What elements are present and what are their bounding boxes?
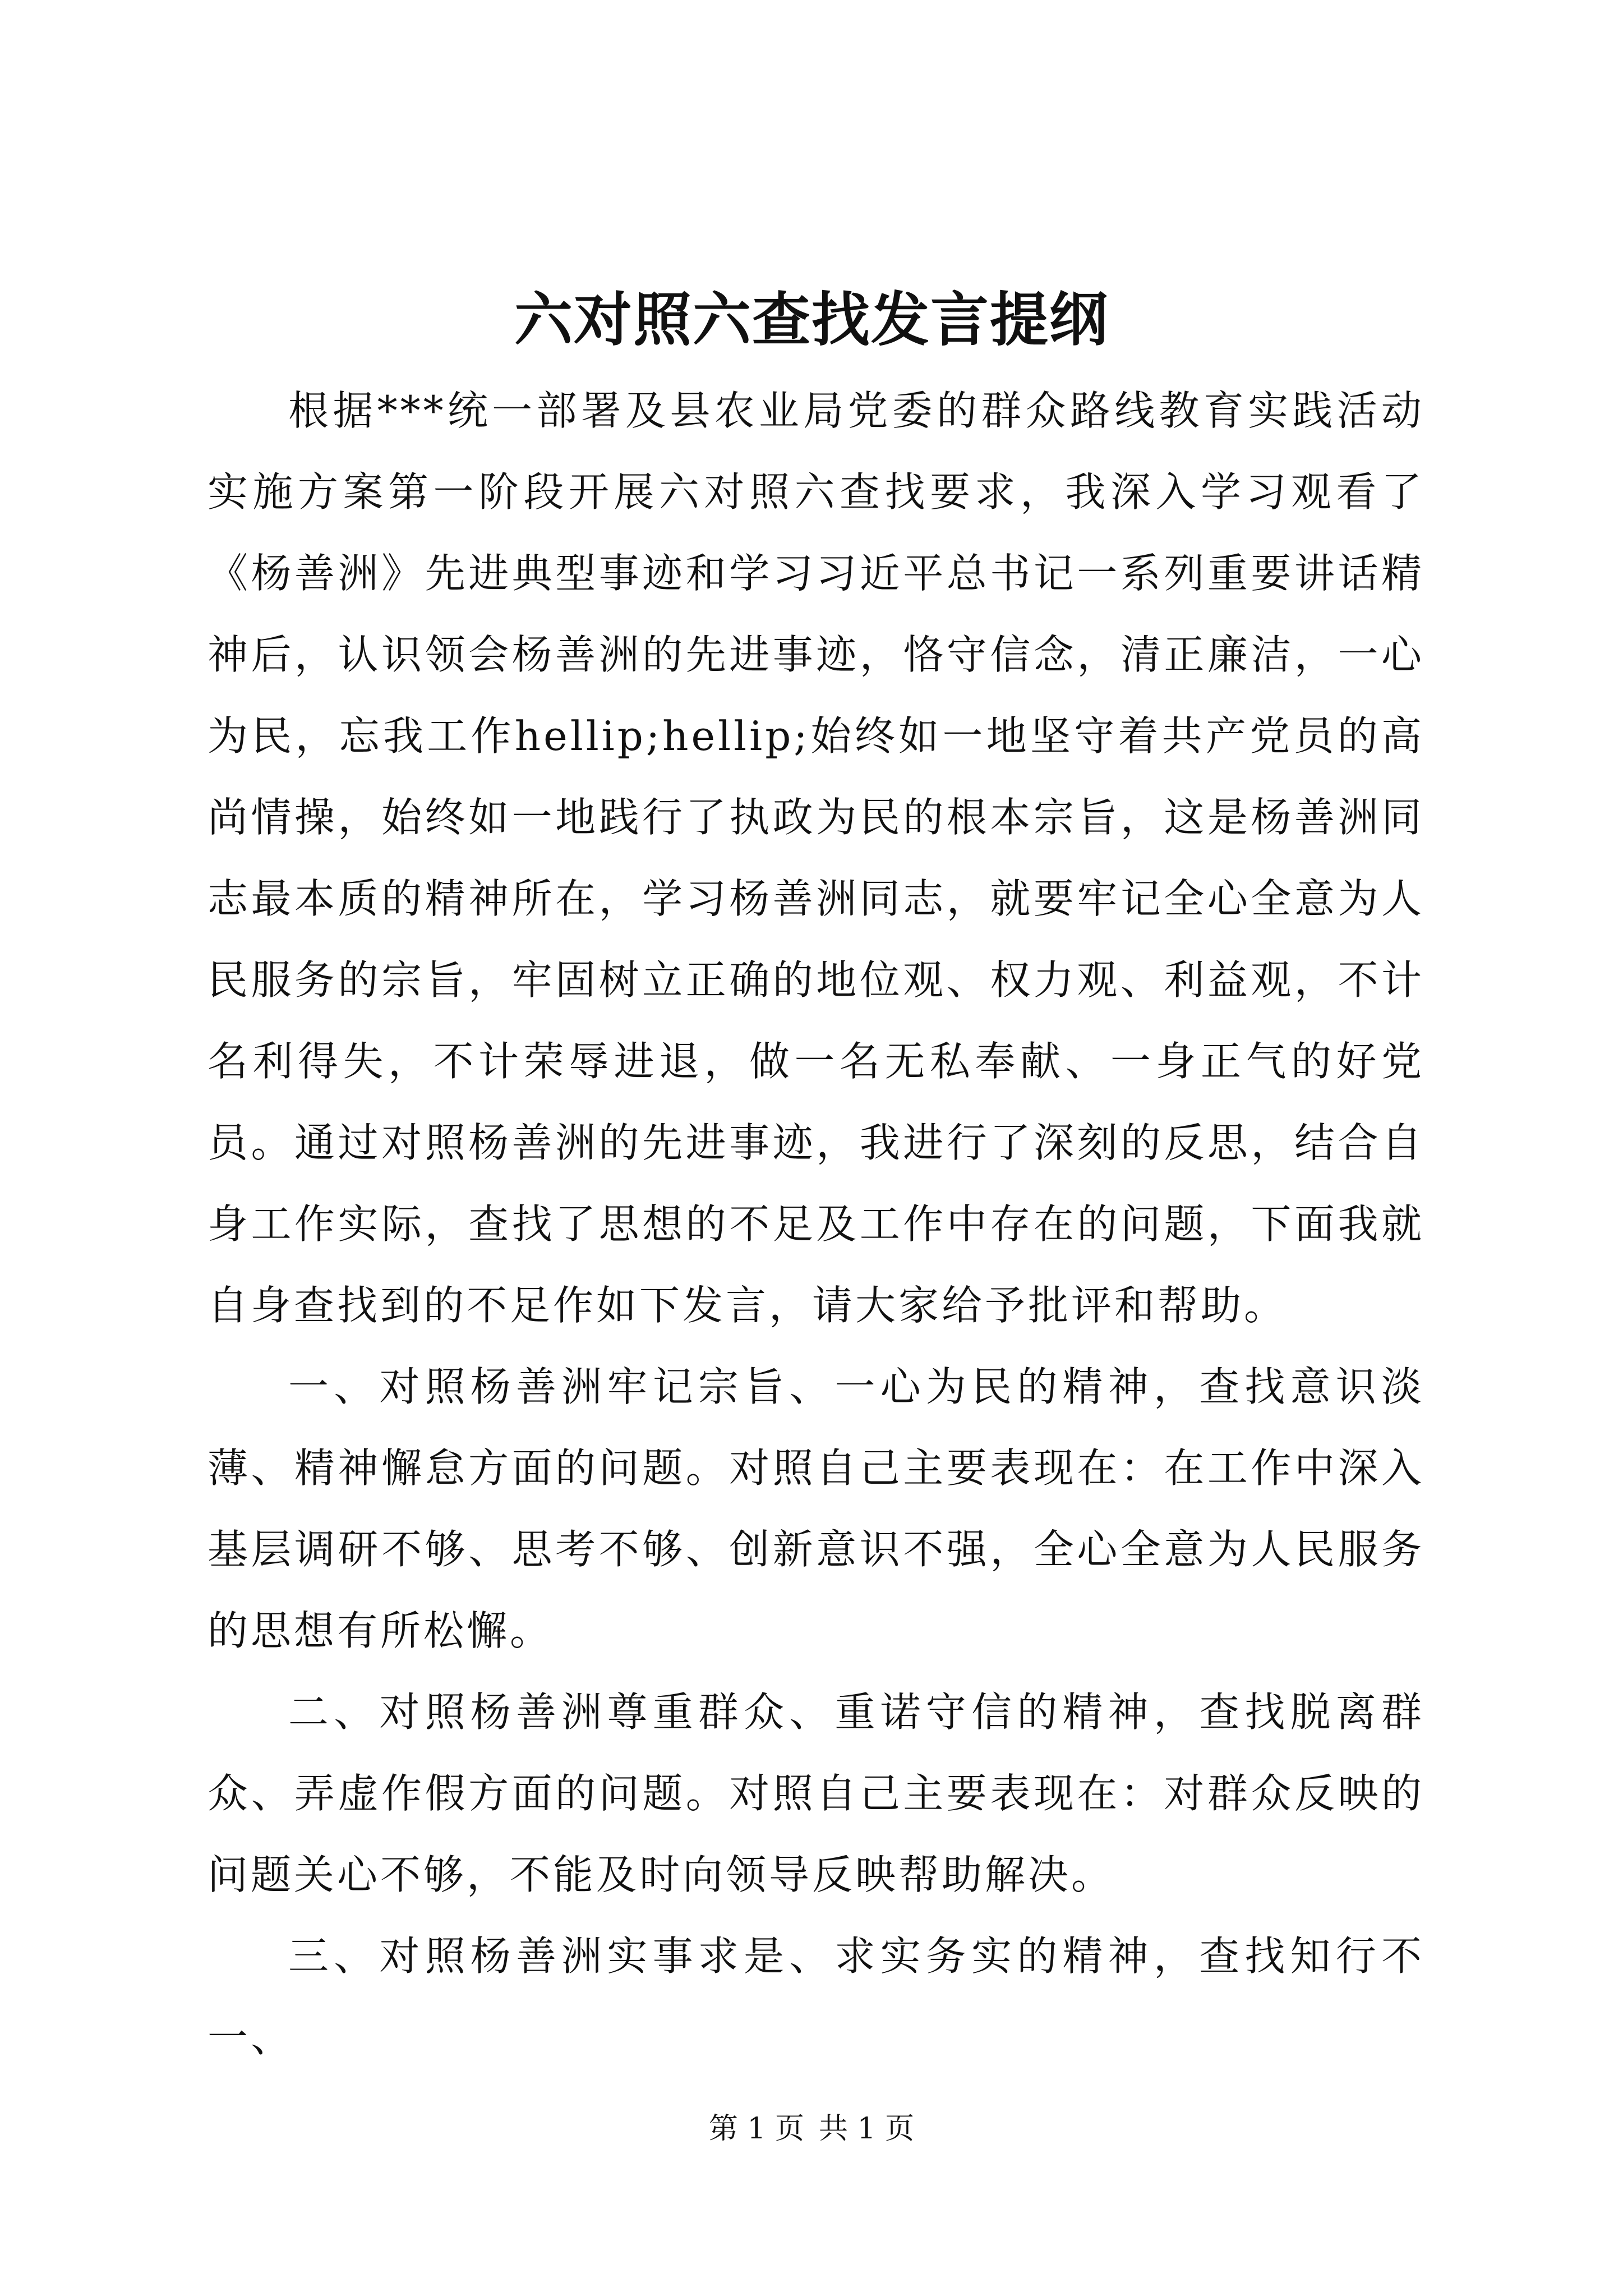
intro-paragraph: 根据***统一部署及县农业局党委的群众路线教育实践活动实施方案第一阶段开展六对照六查找要求，我深入学习观看了《杨善洲》先进典型事迹和学习习近平总书记一系列重要讲话精神后，认识领会杨善洲的先进事迹，恪守信念，清正廉洁，一心为民，忘我工作hellip;hellip;始终如一地坚守着共产党员的高尚情操，始终如一地践行了执政为民的根本宗旨，这是杨善洲同志最本质的精神所在，学习杨善洲同志，就要牢记全心全意为人民服务的宗旨，牢固树立正确的地位观、权力观、利益观，不计名利得失，不计荣辱进退，做一名无私奉献、一身正气的好党员。通过对照杨善洲的先进事迹，我进行了深刻的反思，结合自身工作实际，查找了思想的不足及工作中存在的问题，下面我就自身查找到的不足作如下发言，请大家给予批评和帮助。 — [208, 387, 1424, 1329]
document-body — [208, 370, 1424, 2078]
page-number: 第 1 页 — [708, 2112, 804, 2146]
page-footer — [0, 2109, 1623, 2148]
document-title: 六对照六查找发言提纲 — [514, 285, 1109, 354]
section-two-paragraph: 二、对照杨善洲尊重群众、重诺守信的精神，查找脱离群众、弄虚作假方面的问题。对照自己主要表现在：对群众反映的问题关心不够，不能及时向领导反映帮助解决。 — [208, 1688, 1424, 1898]
section-three-paragraph: 三、对照杨善洲实事求是、求实务实的精神，查找知行不一、 — [208, 1932, 1424, 2061]
page-total: 共 1 页 — [819, 2112, 915, 2146]
section-one-paragraph: 一、对照杨善洲牢记宗旨、一心为民的精神，查找意识淡薄、精神懈怠方面的问题。对照自己主要表现在：在工作中深入基层调研不够、思考不够、创新意识不强，全心全意为人民服务的思想有所松懈。 — [208, 1363, 1424, 1654]
